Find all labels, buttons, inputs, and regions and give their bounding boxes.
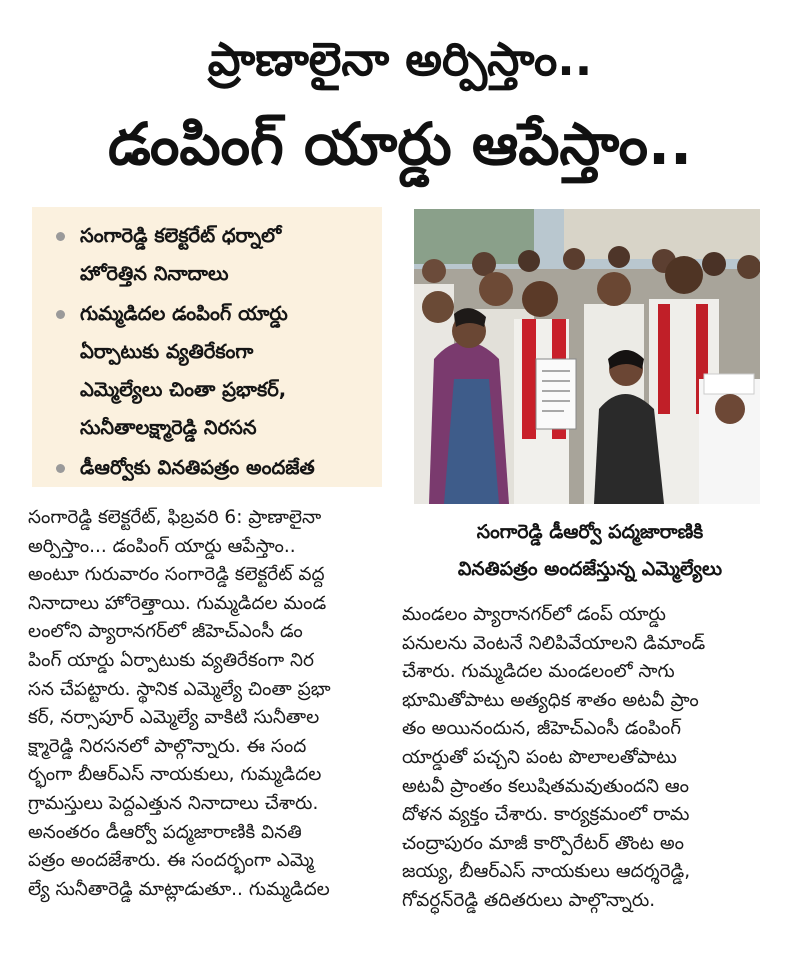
highlights-box <box>32 207 382 487</box>
body-line: పత్రం అందజేశారు. ఈ సందర్భంగా ఎమ్మె <box>28 850 314 872</box>
article-body-left <box>28 504 390 904</box>
body-line: అటవీ ప్రాంతం కలుషితమవుతుందని ఆం <box>402 775 690 797</box>
body-line: ల్యే సునీతారెడ్డి మాట్లాడుతూ.. గుమ్మడిదల <box>28 878 330 900</box>
body-line: తం అయినందున, జీహెచ్‌ఎంసీ డంపింగ్ <box>402 718 682 740</box>
highlight-line: డీఆర్వోకు వినతిపత్రం అందజేత <box>80 456 315 479</box>
photo-caption <box>415 514 765 588</box>
news-photo <box>414 209 760 504</box>
body-line: పింగ్ యార్డు ఏర్పాటుకు వ్యతిరేకంగా నిర <box>28 649 314 671</box>
highlight-line: సునీతాలక్ష్మారెడ్డి నిరసన <box>80 416 257 439</box>
body-line: చేశారు. గుమ్మడిదల మండలంలో సాగు <box>402 661 675 683</box>
body-line: దోళన వ్యక్తం చేశారు. కార్యక్రమంలో రామ <box>402 804 690 826</box>
bullet-icon <box>56 232 65 241</box>
bullet-icon <box>56 310 65 319</box>
highlight-line: సంగారెడ్డి కలెక్టరేట్ ధర్నాలో <box>80 224 282 247</box>
highlight-item <box>50 295 374 447</box>
highlight-line: ఏర్పాటుకు వ్యతిరేకంగా <box>80 340 254 363</box>
body-line: సంగారెడ్డి కలెక్టరేట్, ఫిబ్రవరి 6: ప్రాణాలైనా <box>28 507 322 528</box>
body-line: లంలోని ప్యారానగర్‌లో జీహెచ్‌ఎంసీ డం <box>28 621 303 643</box>
body-line: గోవర్ధన్‌రెడ్డి తదితరులు పాల్గొన్నారు. <box>402 889 656 911</box>
caption-line: వినతిపత్రం అందజేస్తున్న ఎమ్మెల్యేలు <box>457 558 723 580</box>
body-line: సన చేపట్టారు. స్థానిక ఎమ్మెల్యే చింతా ప్రభా <box>28 678 331 700</box>
body-line: పనులను వెంటనే నిలిపివేయాలని డిమాండ్ <box>402 632 706 654</box>
highlight-line: హోరెత్తిన నినాదాలు <box>80 262 229 285</box>
bullet-icon <box>56 464 65 473</box>
body-line: అర్పిస్తాం... డంపింగ్ యార్డు ఆపేస్తాం.. <box>28 535 296 557</box>
headline-line-2: డంపింగ్ యార్డు ఆపేస్తాం.. <box>107 110 693 178</box>
body-line: భూమితోపాటు అత్యధిక శాతం అటవీ ప్రాం <box>402 689 699 711</box>
caption-line: సంగారెడ్డి డీఆర్వో పద్మజారాణికి <box>476 521 704 543</box>
body-line: అనంతరం డీఆర్వో పద్మజారాణికి వినతి <box>28 821 302 843</box>
highlight-line: గుమ్మడిదల డంపింగ్ యార్డు <box>80 302 288 325</box>
body-line: ర్భంగా బీఆర్‌ఎస్ నాయకులు, గుమ్మడిదల <box>28 764 322 786</box>
body-line: మండలం ప్యారానగర్‌లో డంప్ యార్డు <box>402 604 666 625</box>
article-body-right <box>402 601 764 916</box>
body-line: గ్రామస్తులు పెద్దఎత్తున నినాదాలు చేశారు. <box>28 792 319 814</box>
body-line: కర్, నర్సాపూర్ ఎమ్మెల్యే వాకిటి సునీతాల <box>28 707 320 729</box>
body-line: అంటూ గురువారం సంగారెడ్డి కలెక్టరేట్ వద్ద <box>28 564 325 586</box>
highlight-line: ఎమ్మెల్యేలు చింతా ప్రభాకర్, <box>80 378 287 401</box>
highlight-item <box>50 449 374 487</box>
body-line: నినాదాలు హోరెత్తాయి. గుమ్మడిదల మండ <box>28 592 327 614</box>
body-line: జయ్య, బీఆర్‌ఎస్ నాయకులు ఆదర్శరెడ్డి, <box>402 861 691 883</box>
body-line: క్ష్మారెడ్డి నిరసనలో పాల్గొన్నారు. ఈ సంద <box>28 735 307 757</box>
highlight-item <box>50 217 374 293</box>
body-line: యార్డుతో పచ్చని పంట పొలాలతోపాటు <box>402 746 677 768</box>
headline-line-1: ప్రాణాలైనా అర్పిస్తాం.. <box>207 32 593 86</box>
body-line: చంద్రాపురం మాజీ కార్పొరేటర్ తొంట అం <box>402 832 685 854</box>
